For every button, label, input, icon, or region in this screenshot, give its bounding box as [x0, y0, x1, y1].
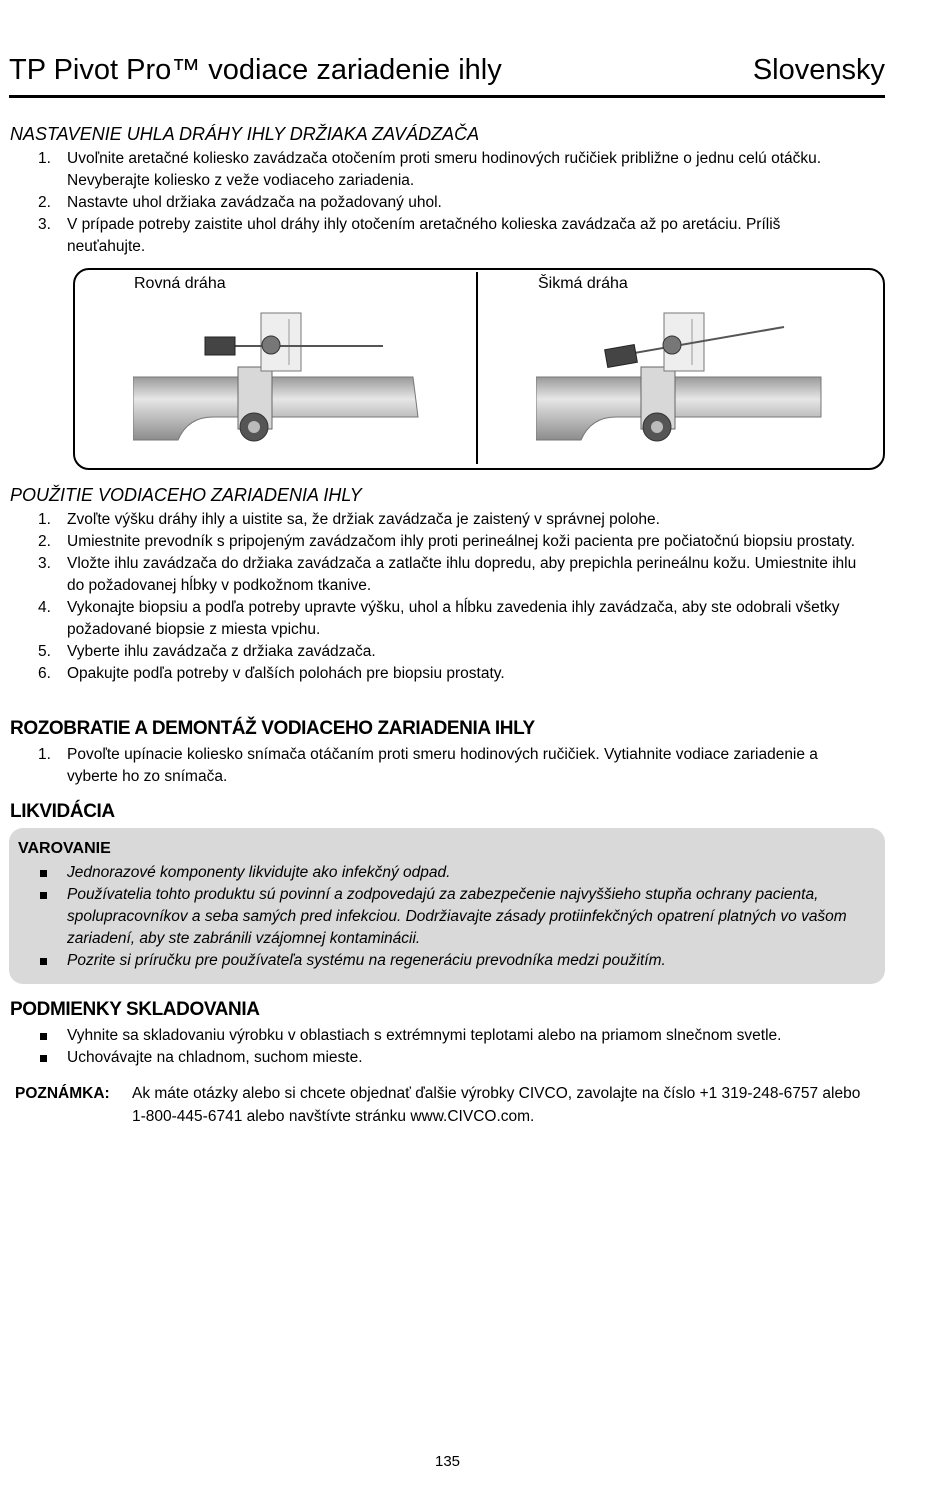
warning-list — [0, 862, 860, 972]
list-item: 1. Povoľte upínacie koliesko snímača otáčaním proti smeru hodinových ručičiek. Vytiahnite vodiace zariadenie a vyberte ho zo snímača. — [38, 746, 818, 785]
bullet-icon — [40, 958, 47, 965]
heading-use: POUŽITIE VODIACEHO ZARIADENIA IHLY — [10, 485, 362, 505]
page-header — [9, 52, 885, 98]
bullet-icon — [40, 1055, 47, 1062]
angle-steps — [0, 148, 860, 258]
list-item: 6. Opakujte podľa potreby v ďalších polohách pre biopsiu prostaty. — [38, 665, 505, 682]
heading-storage: PODMIENKY SKLADOVANIA — [10, 999, 260, 1020]
list-item: Pozrite si príručku pre používateľa systému na regeneráciu prevodníka medzi použitím. — [0, 950, 860, 972]
list-item: Používatelia tohto produktu sú povinní a zodpovedajú za zabezpečenie najvyššieho stupňa ochrany pacienta, spolupracovníkov a seba samých pred infekciou. Dodržiavajte zásady protiinfekčných opatrení platných vo vašom zariadení, aby ste zabránili vzájomnej kontaminácii. — [0, 884, 860, 950]
warning-title: VAROVANIE — [18, 840, 111, 857]
heading-disposal: LIKVIDÁCIA — [10, 801, 115, 822]
note-label: POZNÁMKA: — [15, 1085, 110, 1102]
label-angled-path: Šikmá dráha — [538, 275, 628, 292]
list-item: 2. Umiestnite prevodník s pripojeným zavádzačom ihly proti perineálnej koži pacienta pre počiatočnú biopsiu prostaty. — [38, 533, 856, 550]
list-item: 4. Vykonajte biopsiu a podľa potreby upravte výšku, uhol a hĺbku zavedenia ihly zavádzača, aby ste odobrali všetky požadované biopsie z miesta vpichu. — [38, 599, 840, 638]
list-item: Jednorazové komponenty likvidujte ako infekčný odpad. — [0, 862, 860, 884]
bullet-icon — [40, 870, 47, 877]
angled-path-illustration — [536, 305, 826, 445]
straight-path-illustration — [133, 305, 423, 445]
list-item: Vyhnite sa skladovaniu výrobku v oblastiach s extrémnymi teplotami alebo na priamom slnečnom svetle. — [0, 1025, 860, 1047]
list-item: 3. Vložte ihlu zavádzača do držiaka zavádzača a zatlačte ihlu dopredu, aby prepichla perineálnu kožu. Umiestnite ihlu do požadovanej hĺbky v podkožnom tkanive. — [38, 555, 857, 594]
note-text: Ak máte otázky alebo si chcete objednať ďalšie výrobky CIVCO, zavolajte na číslo +1 319-248-6757 alebo 1-800-445-6741 alebo navštívte stránku www.CIVCO.com. — [132, 1085, 861, 1125]
heading-disassembly: ROZOBRATIE A DEMONTÁŽ VODIACEHO ZARIADENIA IHLY — [10, 718, 535, 739]
language-label: Slovensky — [752, 54, 885, 86]
list-item: 3. V prípade potreby zaistite uhol dráhy ihly otočením aretačného kolieska zavádzača až po aretáciu. Príliš neuťahujte. — [38, 216, 781, 255]
label-straight-path: Rovná dráha — [134, 275, 226, 292]
storage-list — [0, 1025, 860, 1069]
list-item: 2. Nastavte uhol držiaka zavádzača na požadovaný uhol. — [38, 194, 442, 211]
heading-angle: NASTAVENIE UHLA DRÁHY IHLY DRŽIAKA ZAVÁDZAČA — [10, 124, 480, 144]
disassembly-steps — [0, 744, 860, 788]
list-item: 1. Uvoľnite aretačné koliesko zavádzača otočením proti smeru hodinových ručičiek približne o jednu celú otáčku. Nevyberajte koliesko z veže vodiaceho zariadenia. — [38, 150, 822, 189]
bullet-icon — [40, 1033, 47, 1040]
page-number: 135 — [434, 1453, 461, 1470]
bullet-icon — [40, 892, 47, 899]
figure-divider — [476, 272, 478, 464]
document-title: TP Pivot Pro™ vodiace zariadenie ihly — [9, 54, 502, 86]
list-item: Uchovávajte na chladnom, suchom mieste. — [0, 1047, 860, 1069]
list-item: 1. Zvoľte výšku dráhy ihly a uistite sa, že držiak zavádzača je zaistený v správnej polohe. — [38, 511, 660, 528]
use-steps — [0, 509, 860, 685]
list-item: 5. Vyberte ihlu zavádzača z držiaka zavádzača. — [38, 643, 376, 660]
